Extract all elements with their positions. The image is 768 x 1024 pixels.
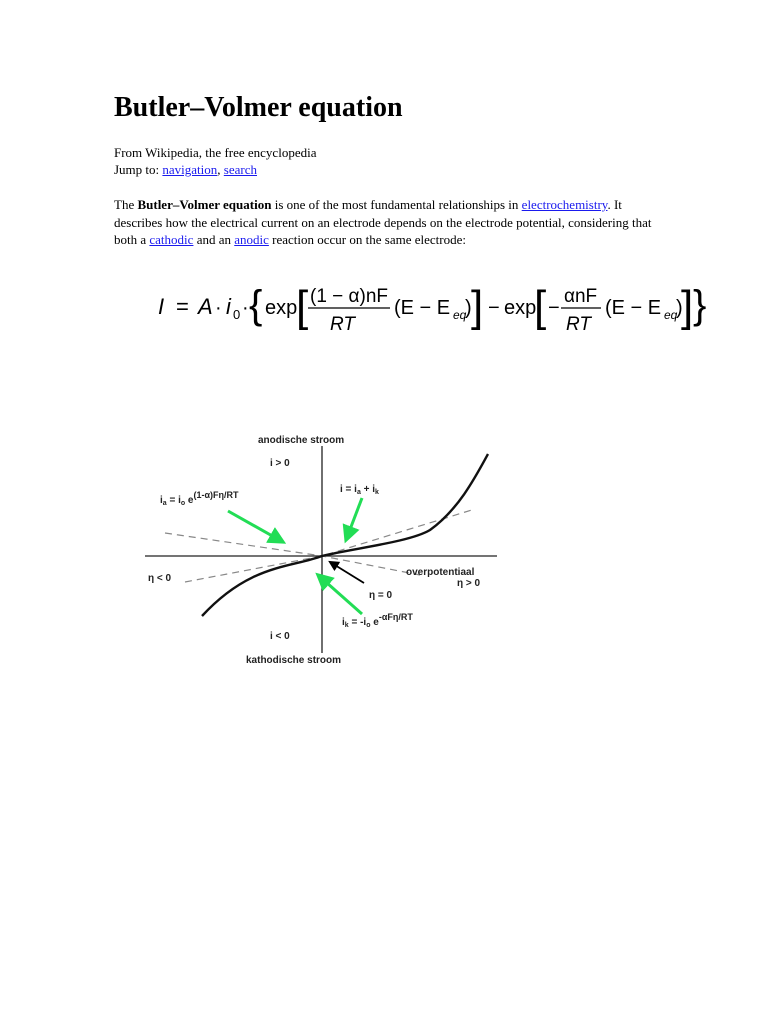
electrochemistry-link[interactable]: electrochemistry (521, 197, 608, 212)
zero-overpotential-label: η = 0 (369, 590, 393, 601)
equilibrium-pointer-arrow (330, 562, 364, 583)
eq-bracket-open-1: [ (296, 282, 309, 331)
intro-bold-term: Butler–Volmer equation (137, 197, 272, 212)
intro-text-3: . It describes how the electrical current on an electrode depends on the electrode potential, considering that both a (114, 197, 652, 247)
positive-current-label: i > 0 (270, 458, 290, 469)
cathodic-pointer-arrow (318, 575, 362, 614)
eq-brace-close: } (693, 283, 707, 327)
cathodic-current-label: kathodische stroom (246, 655, 342, 666)
eq-i0-subscript: 0 (233, 307, 241, 322)
eq-paren-term-2: (E − E (605, 297, 662, 319)
jump-to-label: Jump to: (114, 162, 163, 177)
negative-overpotential-label: η < 0 (148, 573, 172, 584)
eq-exp-2: exp (504, 297, 537, 319)
anodic-current-label: anodische stroom (258, 435, 345, 446)
cathodic-link[interactable]: cathodic (149, 232, 194, 247)
intro-paragraph (114, 196, 654, 249)
eq-current-symbol: I (158, 294, 165, 319)
navigation-link[interactable]: navigation (162, 162, 218, 177)
eq-eq-subscript-1: eq (453, 308, 467, 322)
intro-text-4: and an (193, 232, 235, 247)
positive-overpotential-label: η > 0 (457, 578, 481, 589)
eq-eq-subscript-2: eq (664, 308, 678, 322)
eq-paren-close-1: ) (465, 297, 472, 319)
eq-neg-sign: − (548, 297, 560, 319)
eq-numerator-2: αnF (564, 286, 598, 307)
eq-dot-2: · (242, 297, 249, 319)
eq-numerator-1: (1 − α)nF (310, 286, 389, 307)
eq-minus: − (488, 297, 500, 319)
comma-separator: , (217, 162, 224, 177)
current-overpotential-diagram (140, 428, 530, 673)
total-current-formula-label: $i = i_a + i_k$ (340, 484, 379, 496)
eq-denominator-1: RT (330, 314, 355, 335)
total-pointer-arrow (346, 498, 362, 540)
eq-paren-close-2: ) (676, 297, 683, 319)
eq-bracket-close-2: ] (681, 282, 694, 331)
search-link[interactable]: search (223, 162, 257, 177)
intro-text-2: is one of the most fundamental relationships in (271, 197, 522, 212)
negative-current-label: i < 0 (270, 631, 290, 642)
eq-bracket-open-2: [ (534, 282, 547, 331)
eq-exp-1: exp (265, 297, 298, 319)
eq-equals: = (176, 294, 189, 319)
eq-i0-symbol: i (226, 294, 231, 319)
intro-text-1: The (114, 197, 138, 212)
page-title: Butler–Volmer equation (114, 92, 403, 123)
eq-brace-open: { (249, 283, 263, 327)
cathodic-formula-label: $i_k = -i_o$ e-αFη/RT (342, 612, 413, 629)
eq-denominator-2: RT (566, 314, 591, 335)
source-note: From Wikipedia, the free encyclopedia (114, 145, 317, 160)
eq-dot-1: · (215, 297, 222, 319)
jump-to-line (114, 162, 257, 178)
anodic-pointer-arrow (228, 511, 283, 542)
eq-paren-term-1: (E − E (394, 297, 451, 319)
eq-bracket-close-1: ] (471, 282, 484, 331)
overpotential-axis-label: overpotentiaal (406, 567, 475, 578)
anodic-formula-label: $i_a = i_o$ e(1-α)Fη/RT (160, 490, 239, 507)
anodic-link[interactable]: anodic (234, 232, 269, 247)
cathodic-component-curve (165, 533, 420, 575)
intro-text-5: reaction occur on the same electrode: (268, 232, 466, 247)
eq-area-symbol: A (198, 294, 213, 319)
butler-volmer-formula (150, 280, 710, 340)
total-current-curve (202, 454, 488, 616)
